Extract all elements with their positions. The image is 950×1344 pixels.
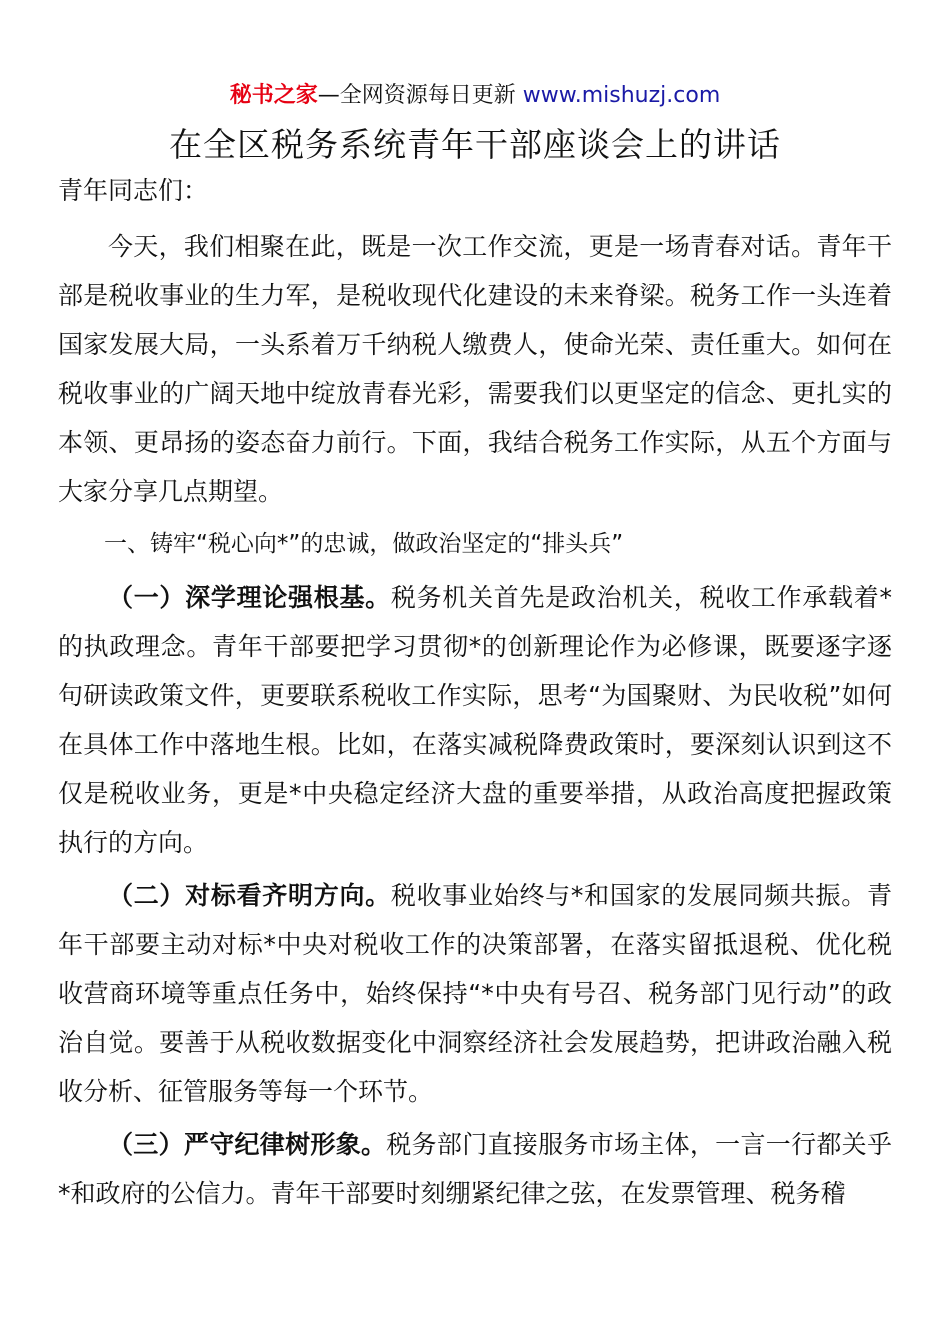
paragraph-item-1 (58, 573, 892, 867)
site-url-link[interactable]: www.mishuzj.com (522, 83, 721, 108)
section-heading: 一、铸牢“税心向*”的忠诚，做政治坚定的“排头兵” (104, 531, 624, 557)
item-text: 税务机关首先是政治机关，税收工作承载着*的执政理念。青年干部要把学习贯彻*的创新理论作为必修课，既要逐字逐句研读政策文件，更要联系税收工作实际，思考“为国聚财、为民收税”如何在具体工作中落地生根。比如，在落实减税降费政策时，要深刻认识到这不仅是税收业务，更是*中央稳定经济大盘的重要举措，从政治高度把握政策执行的方向。 (58, 583, 892, 857)
document-title: 在全区税务系统青年干部座谈会上的讲话 (169, 125, 781, 164)
salutation: 青年同志们： (58, 176, 209, 205)
item-text: 税收事业始终与*和国家的发展同频共振。青年干部要主动对标*中央对税收工作的决策部署，在落实留抵退税、优化税收营商环境等重点任务中，始终保持“*中央有号召、税务部门见行动”的政治自觉。要善于从税收数据变化中洞察经济社会发展趋势，把讲政治融入税收分析、征管服务等每一个环节。 (58, 881, 892, 1106)
intro-paragraph: 今天，我们相聚在此，既是一次工作交流，更是一场青春对话。青年干部是税收事业的生力军，是税收现代化建设的未来脊梁。税务工作一头连着国家发展大局，一头系着万千纳税人缴费人，使命光荣、责任重大。如何在税收事业的广阔天地中绽放青春光彩，需要我们以更坚定的信念、更扎实的本领、更昂扬的姿态奋力前行。下面，我结合税务工作实际，从五个方面与大家分享几点期望。 (58, 232, 892, 506)
header-slogan: —全网资源每日更新 (317, 83, 523, 108)
item-subtitle: （三）严守纪律树形象。 (108, 1130, 387, 1159)
item-subtitle: （一）深学理论强根基。 (108, 583, 391, 612)
site-header (58, 78, 892, 114)
brand-name: 秘书之家 (229, 83, 318, 108)
document-page (58, 78, 892, 1218)
item-text: 税务部门直接服务市场主体，一言一行都关乎*和政府的公信力。青年干部要时刻绷紧纪律之弦，在发票管理、税务稽 (58, 1130, 892, 1208)
paragraph-item-3 (58, 1120, 892, 1218)
item-subtitle: （二）对标看齐明方向。 (108, 881, 391, 910)
paragraph-item-2 (58, 871, 892, 1116)
